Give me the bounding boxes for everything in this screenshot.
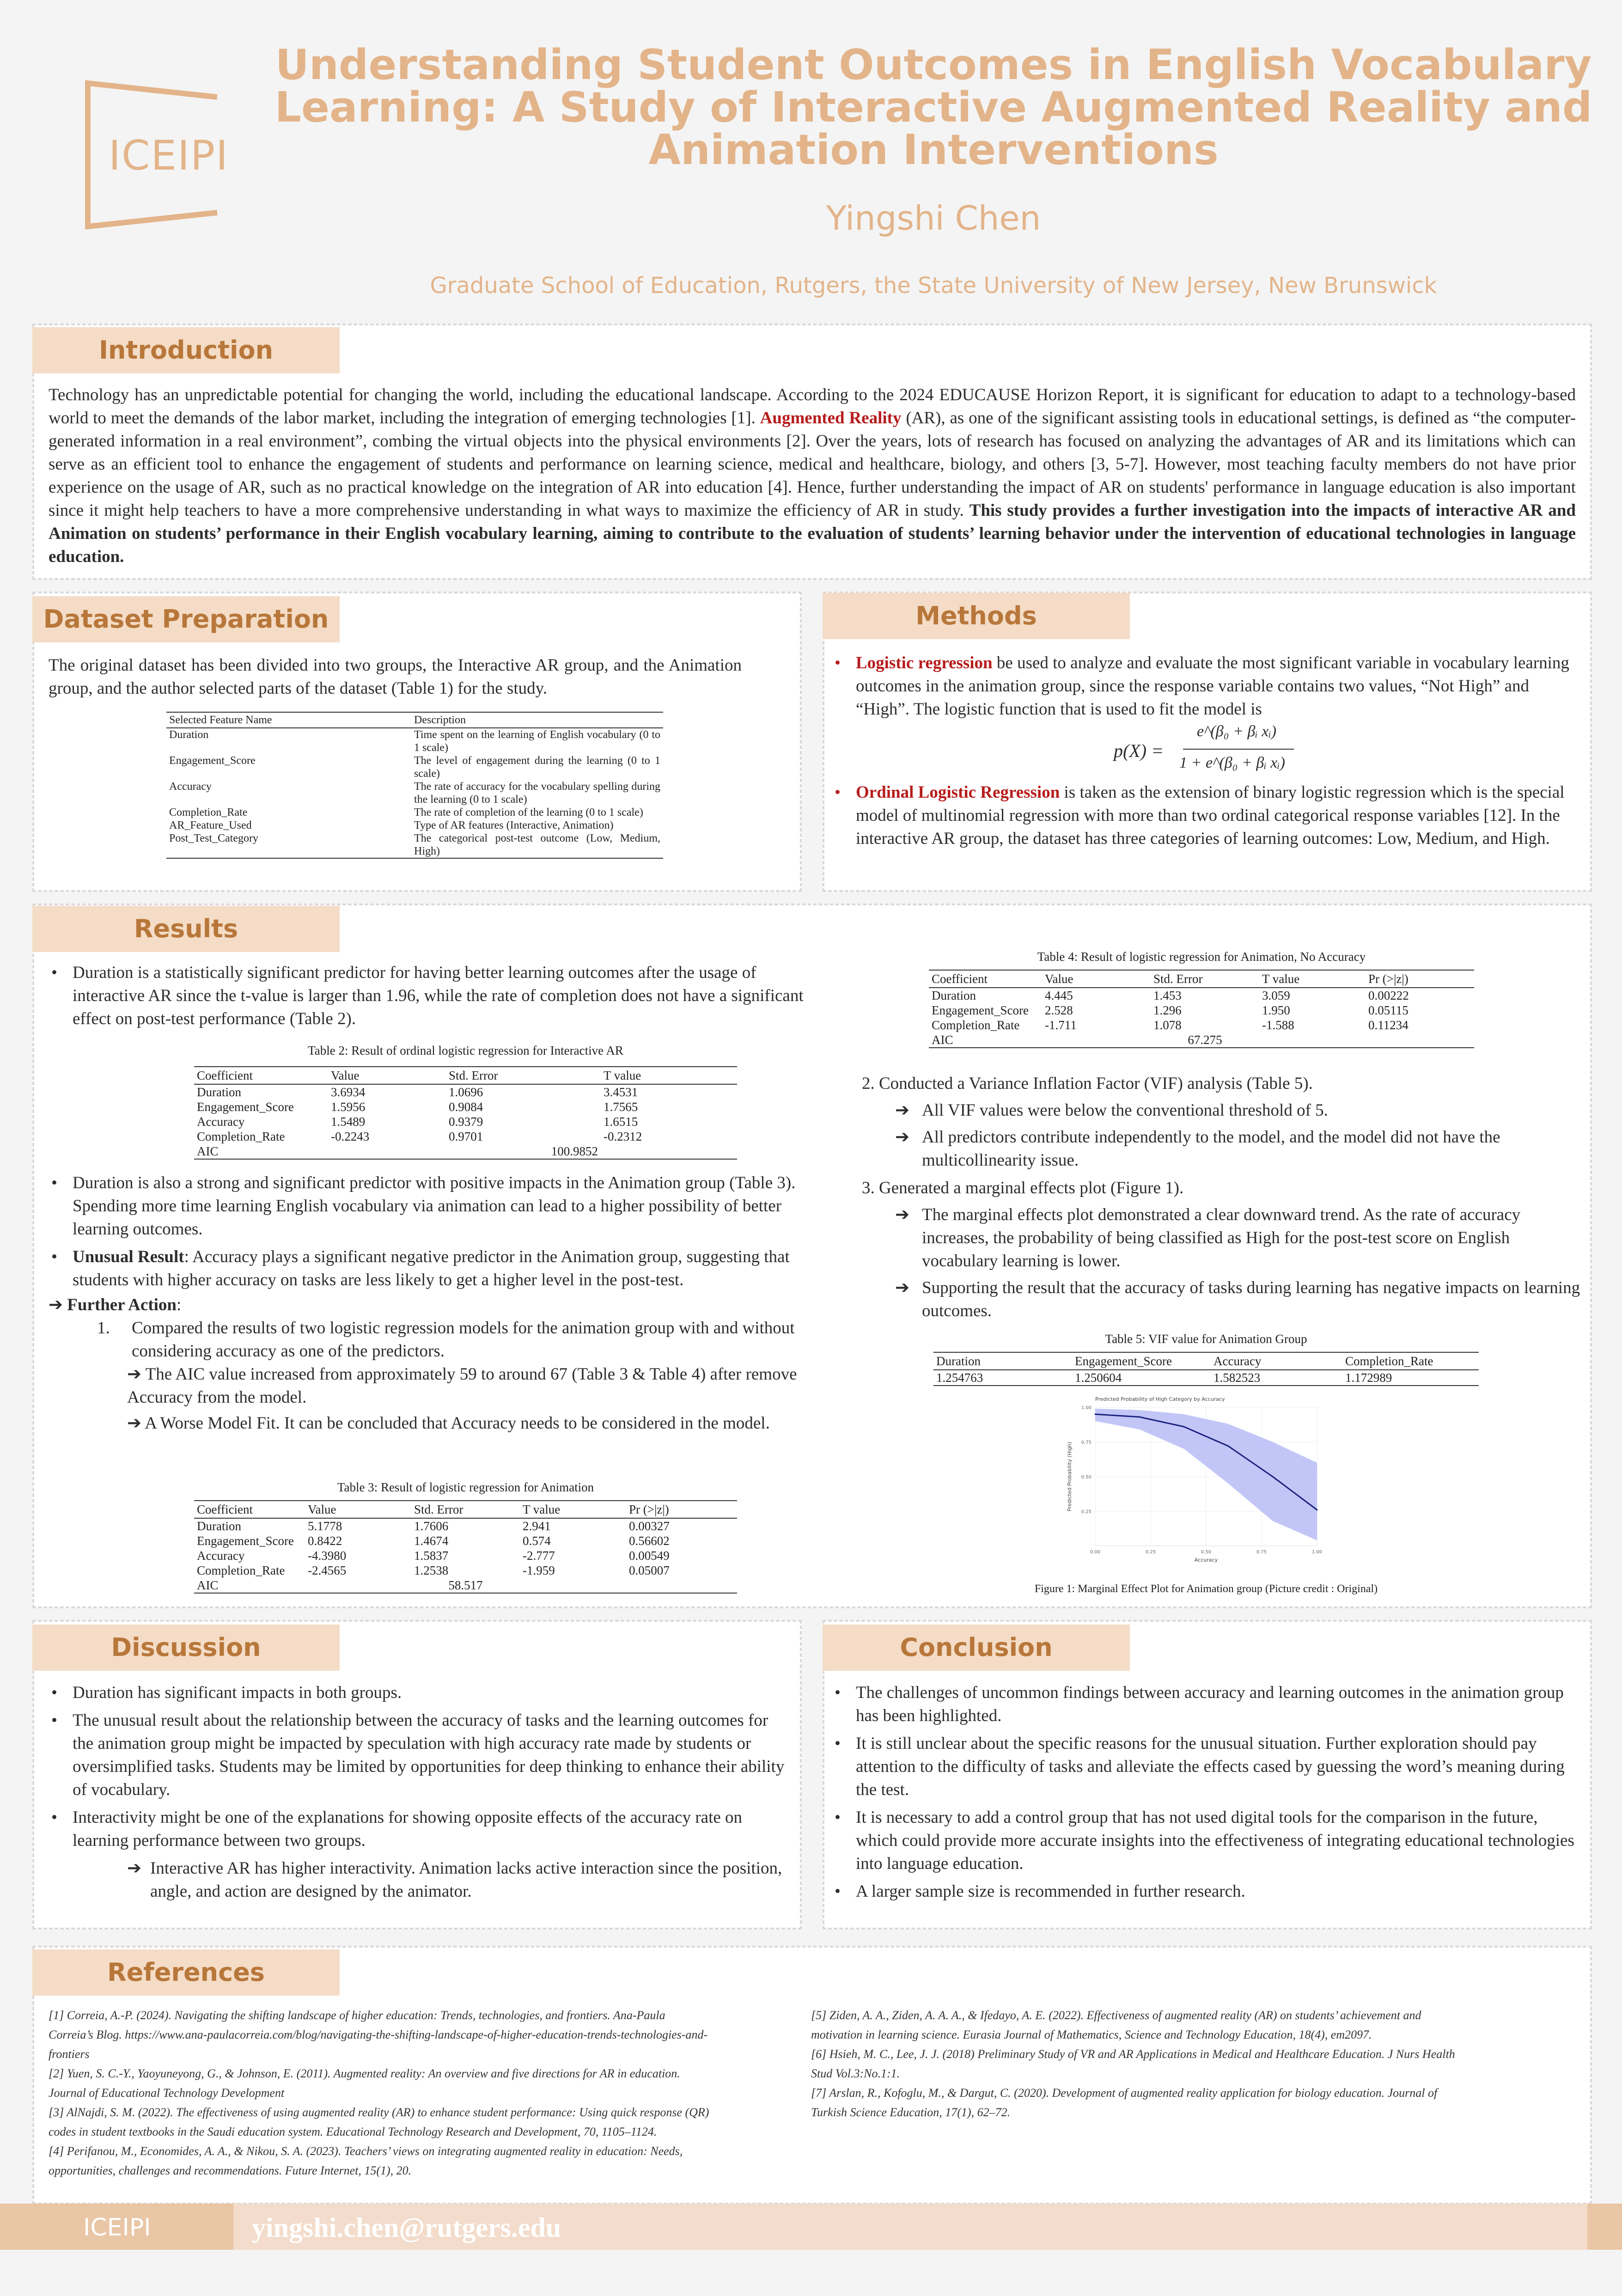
arrow-icon: ➔ bbox=[895, 1205, 910, 1224]
introduction-heading: Introduction bbox=[32, 327, 340, 373]
marginal-point-2-text: Supporting the result that the accuracy of tasks during learning has negative impacts on learning outcomes. bbox=[922, 1278, 1580, 1320]
title-line-3: Animation Interventions bbox=[648, 126, 1219, 174]
references-left bbox=[49, 2006, 709, 2180]
table2-grid bbox=[194, 1066, 737, 1160]
formula-numerator: e^(β₀ + βᵢ xᵢ) bbox=[1197, 723, 1277, 740]
t1-cell: AR_Feature_Used bbox=[169, 819, 252, 831]
table5-grid bbox=[933, 1352, 1479, 1386]
vif-point-2 bbox=[862, 1126, 1580, 1172]
t2-cell: Accuracy bbox=[197, 1115, 245, 1129]
reference-1: [1] Correia, A.-P. (2024). Navigating the shifting landscape of higher education: Trends, technologies, and frontiers. Ana-Paula Correia’s Blog. https://www.ana-paulacorreia.com/blog/navigating-the-shifting-landscape-of-higher-education-trends-technologies-and-frontiers bbox=[49, 2009, 708, 2061]
discussion-heading: Discussion bbox=[32, 1624, 340, 1671]
data-point bbox=[1272, 1476, 1274, 1478]
table2-caption: Table 2: Result of ordinal logistic regression for Interactive AR bbox=[308, 1044, 623, 1057]
t3-cell: 5.1778 bbox=[308, 1519, 342, 1533]
t1-cell: Duration bbox=[169, 729, 209, 741]
t1-cell: The level of engagement during the learning (0 to 1 scale) bbox=[414, 755, 660, 780]
intro-part-1: Technology has an unpredictable potential for changing the world, including the educational landscape. According to the 2024 EDUCAUSE Horizon Report, it is significant for education to adapt to a technology-based world to meet the demands of the labor market, including the integration of emerging technologies [1]. bbox=[49, 385, 1576, 427]
intro-part-2: (AR), as one of the significant assisting tools in educational settings, is defined as “the computer-generated information in a real environment”, combing the virtual objects into the physical environments [2]. Over the years, lots of research has focused on analyzing the advantages of AR and its limitations which can serve as an efficient tool to enhance the engagement of students and performance on learning science, medical and healthcare, biology, and others [3, 5-7]. However, most teaching faculty members do not have prior experience on the usage of AR, such as no practical knowledge on the integration of AR into education [4]. Hence, further understanding the impact of AR on students' performance in language education is also important since it might help teachers to have a more comprehensive understanding in what ways to maximize the efficiency of AR in study. bbox=[49, 409, 1576, 520]
logistic-formula bbox=[832, 723, 1576, 776]
discussion-subpoint bbox=[49, 1857, 788, 1903]
t3-cell: -2.777 bbox=[523, 1549, 555, 1563]
arrow-icon: ➔ bbox=[895, 1278, 910, 1297]
data-point bbox=[1139, 1417, 1140, 1418]
intro-aim: This study provides a further investigation into the impacts of interactive AR and Animation on students’ performance in their English vocabulary learning, aiming to contribute to the evaluation of students’ learning behavior under the intervention of educational technologies in language education. bbox=[49, 501, 1576, 566]
results-left-2 bbox=[49, 1172, 816, 1435]
t1-header: Description bbox=[411, 712, 663, 728]
table1-grid bbox=[166, 712, 663, 859]
table2 bbox=[194, 1044, 737, 1160]
methods-bullet-2 bbox=[832, 781, 1576, 850]
t5-header: Accuracy bbox=[1211, 1352, 1342, 1370]
logistic-term: Logistic regression bbox=[856, 653, 993, 672]
affiliation: Graduate School of Education, Rutgers, the State University of New Jersey, New Brunswick bbox=[430, 273, 1437, 299]
t3-cell: 2.941 bbox=[523, 1519, 551, 1533]
t3-header: Value bbox=[305, 1501, 411, 1518]
x-tick-label: 1.00 bbox=[1311, 1550, 1323, 1555]
t2-cell: 0.9701 bbox=[449, 1130, 483, 1143]
data-point bbox=[1095, 1414, 1096, 1415]
t3-cell: 0.00327 bbox=[629, 1519, 670, 1533]
t4-cell: 1.078 bbox=[1153, 1018, 1182, 1032]
t5-cell: 1.582523 bbox=[1211, 1370, 1342, 1386]
conclusion-list bbox=[832, 1681, 1578, 1903]
t1-cell: The rate of completion of the learning (0 to 1 scale) bbox=[414, 806, 643, 818]
t5-header: Completion_Rate bbox=[1342, 1352, 1479, 1370]
t1-cell: Completion_Rate bbox=[169, 806, 248, 818]
discussion-list bbox=[49, 1681, 788, 1852]
t5-header: Duration bbox=[933, 1352, 1072, 1370]
footer-logo: ICEIPI bbox=[83, 2214, 151, 2241]
t2-cell: 1.7565 bbox=[604, 1100, 638, 1114]
table4 bbox=[929, 950, 1474, 1048]
table3 bbox=[194, 1480, 737, 1594]
table5-caption: Table 5: VIF value for Animation Group bbox=[1105, 1332, 1307, 1346]
logo-text: ICEIPI bbox=[109, 132, 229, 179]
t1-cell: The rate of accuracy for the vocabulary spelling during the learning (0 to 1 scale) bbox=[414, 781, 660, 806]
y-axis-label: Predicted Probability (High) bbox=[1067, 1441, 1073, 1512]
marginal-effect-figure bbox=[1063, 1389, 1331, 1578]
logo bbox=[83, 79, 231, 231]
t4-header: Value bbox=[1042, 970, 1151, 988]
t3-cell: Engagement_Score bbox=[197, 1534, 294, 1548]
t3-cell: 0.00549 bbox=[629, 1549, 670, 1563]
further-item-3 bbox=[49, 1412, 816, 1435]
y-tick-label: 1.00 bbox=[1081, 1405, 1091, 1411]
further-item-3-text: A Worse Model Fit. It can be concluded that Accuracy needs to be considered in the model. bbox=[145, 1414, 770, 1433]
arrow-icon: ➔ bbox=[127, 1365, 146, 1384]
t2-cell: 1.0696 bbox=[449, 1085, 483, 1099]
marginal-point-1 bbox=[862, 1203, 1580, 1273]
t2-cell: 1.6515 bbox=[604, 1115, 638, 1129]
intro-ar-term: Augmented Reality bbox=[760, 409, 902, 427]
t3-aic-label: AIC bbox=[194, 1578, 305, 1593]
discussion-bullet-3: • Interactivity might be one of the explanations for showing opposite effects of the accuracy rate on learning performance between two groups. bbox=[49, 1806, 788, 1852]
t2-cell: Engagement_Score bbox=[197, 1100, 294, 1114]
t3-cell: 0.05007 bbox=[629, 1563, 670, 1577]
vif-point-2-text: All predictors contribute independently to the model, and the model did not have the multicollinearity issue. bbox=[922, 1128, 1500, 1170]
reference-3: [3] AlNajdi, S. M. (2022). The effectiveness of using augmented reality (AR) to enhance student performance: Using quick response (QR) codes in student textbooks in the Saudi education system. Educational Technology Research and Development, 70, 1105–1124. bbox=[49, 2106, 709, 2138]
t3-cell: Completion_Rate bbox=[197, 1563, 285, 1577]
t4-cell: 1.453 bbox=[1153, 989, 1182, 1002]
discussion-subpoint-text: Interactive AR has higher interactivity. Animation lacks active interaction since the position, angle, and action are designed by the animator. bbox=[150, 1859, 782, 1901]
vif-point-1 bbox=[862, 1099, 1580, 1122]
introduction-text bbox=[49, 384, 1576, 568]
methods-list bbox=[832, 652, 1576, 721]
discussion-bullet-1: • Duration has significant impacts in both groups. bbox=[49, 1681, 788, 1704]
t3-cell: 1.2538 bbox=[414, 1563, 449, 1577]
y-tick-label: 0.75 bbox=[1081, 1440, 1091, 1445]
t4-cell: Duration bbox=[932, 989, 976, 1002]
t4-cell: -1.711 bbox=[1045, 1018, 1077, 1032]
vif-point-1-text: All VIF values were below the conventional threshold of 5. bbox=[922, 1101, 1328, 1120]
further-item-1 bbox=[49, 1317, 816, 1363]
methods-heading: Methods bbox=[823, 593, 1130, 639]
t3-cell: 1.4674 bbox=[414, 1534, 449, 1548]
results-list-1 bbox=[49, 961, 816, 1031]
further-action: ➔ Further Action: bbox=[49, 1295, 182, 1314]
title-line-1: Understanding Student Outcomes in English Vocabulary bbox=[275, 41, 1592, 89]
t4-cell: 1.296 bbox=[1153, 1003, 1182, 1017]
arrow-icon: ➔ bbox=[895, 1101, 910, 1120]
t1-cell: Type of AR features (Interactive, Animation) bbox=[414, 819, 614, 831]
data-point bbox=[1228, 1446, 1229, 1447]
x-tick-label: 0.50 bbox=[1201, 1550, 1212, 1555]
t2-header: Coefficient bbox=[194, 1067, 328, 1084]
arrow-icon: ➔ bbox=[127, 1414, 145, 1433]
further-action-label: Further Action bbox=[67, 1295, 177, 1314]
conclusion-heading: Conclusion bbox=[823, 1624, 1130, 1671]
conclusion-bullet-2: • It is still unclear about the specific reasons for the unusual situation. Further exploration should pay attention to the difficulty of tasks and alleviate the effects cased by guessing the word’s meaning during the test. bbox=[832, 1732, 1578, 1801]
formula-lhs: p(X) = bbox=[1114, 740, 1164, 761]
conclusion-bullet-3: • It is necessary to add a control group that has not used digital tools for the comparison in the future, which could provide more accurate insights into the effectiveness of integrating educational technologies into language education. bbox=[832, 1806, 1578, 1875]
footer-bar bbox=[0, 2204, 1622, 2250]
formula-denominator: 1 + e^(β₀ + βᵢ xᵢ) bbox=[1179, 754, 1286, 771]
x-tick-label: 0.25 bbox=[1145, 1550, 1156, 1555]
discussion-bullet-2: • The unusual result about the relationship between the accuracy of tasks and the learning outcomes for the animation group might be impacted by speculation with high accuracy rate made by students or oversimplified tasks. Students may be limited by opportunities for deep thinking to enhance their ability of vocabulary. bbox=[49, 1709, 788, 1801]
t2-cell: -0.2312 bbox=[604, 1130, 642, 1143]
reference-6: [6] Hsieh, M. C., Lee, J. J. (2018) Preliminary Study of VR and AR Applications in Medical and Healthcare Education. J Nurs Health Stud Vol.3:No.1:1. bbox=[811, 2047, 1455, 2080]
dataset-text: The original dataset has been divided into two groups, the Interactive AR group, and the Animation group, and the author selected parts of the dataset (Table 1) for the study. bbox=[49, 656, 742, 698]
t3-cell: -1.959 bbox=[523, 1563, 555, 1577]
x-tick-label: 0.75 bbox=[1256, 1550, 1267, 1555]
t5-cell: 1.254763 bbox=[933, 1370, 1072, 1386]
table1 bbox=[166, 712, 663, 859]
results-list-2 bbox=[49, 1172, 816, 1292]
unusual-result-text: : Accuracy plays a significant negative predictor in the Animation group, suggesting that students with higher accuracy on tasks are less likely to get a higher level in the post-test. bbox=[73, 1247, 790, 1289]
y-tick-label: 0.25 bbox=[1081, 1509, 1091, 1514]
reference-4: [4] Perifanou, M., Economides, A. A., & Nikou, S. A. (2023). Teachers’ views on integrating augmented reality in education: Needs, opportunities, challenges and recommendations. Future Internet, 15(1), 20. bbox=[49, 2144, 683, 2177]
t2-cell: 1.5956 bbox=[331, 1100, 366, 1114]
table5 bbox=[933, 1332, 1479, 1386]
t4-aic: 67.275 bbox=[1151, 1032, 1259, 1048]
t5-cell: 1.250604 bbox=[1072, 1370, 1211, 1386]
results-heading: Results bbox=[32, 906, 340, 952]
t4-cell: 1.950 bbox=[1262, 1003, 1290, 1017]
reference-5: [5] Ziden, A. A., Ziden, A. A. A., & Ifedayo, A. E. (2022). Effectiveness of augmented reality (AR) on students’ achievement and motivation in learning science. Eurasia Journal of Mathematics, Science and Technology Education, 18(4), em2097. bbox=[811, 2009, 1421, 2041]
conclusion-bullet-1: • The challenges of uncommon findings between accuracy and learning outcomes in the animation group has been highlighted. bbox=[832, 1681, 1578, 1728]
marginal-point-1-text: The marginal effects plot demonstrated a clear downward trend. As the rate of accuracy increases, the probability of being classified as High for the post-test score on English vocabulary learning is lower. bbox=[922, 1205, 1521, 1270]
t3-cell: -4.3980 bbox=[308, 1549, 347, 1563]
footer-email[interactable]: yingshi.chen@rutgers.edu bbox=[252, 2212, 561, 2243]
t1-cell: Post_Test_Category bbox=[166, 832, 411, 858]
t3-header: Coefficient bbox=[194, 1501, 305, 1518]
item-number: 1. bbox=[97, 1319, 110, 1337]
data-point bbox=[1317, 1509, 1318, 1511]
t4-header: T value bbox=[1259, 970, 1366, 988]
t4-cell: 2.528 bbox=[1045, 1003, 1073, 1017]
t1-cell: Accuracy bbox=[169, 781, 212, 793]
t1-cell: Time spent on the learning of English vocabulary (0 to 1 scale) bbox=[414, 729, 660, 754]
methods-text bbox=[832, 652, 1576, 855]
t4-cell: 0.00222 bbox=[1368, 989, 1409, 1002]
y-tick-label: 0.50 bbox=[1081, 1475, 1091, 1480]
x-axis-label: Accuracy bbox=[1194, 1557, 1218, 1563]
t2-header: Std. Error bbox=[446, 1067, 601, 1084]
results-left bbox=[49, 961, 816, 1035]
t3-header: T value bbox=[520, 1501, 626, 1518]
marginal-step: 3. Generated a marginal effects plot (Figure 1). bbox=[862, 1179, 1184, 1197]
t4-header: Coefficient bbox=[929, 970, 1042, 988]
t3-cell: Duration bbox=[197, 1519, 241, 1533]
t3-cell: 0.8422 bbox=[308, 1534, 342, 1548]
unusual-result-label: Unusual Result bbox=[73, 1247, 184, 1266]
further-item-2-text: The AIC value increased from approximately 59 to around 67 (Table 3 & Table 4) after remove Accuracy from the model. bbox=[127, 1365, 797, 1407]
chart-title: Predicted Probability of High Category by Accuracy bbox=[1095, 1396, 1225, 1402]
results-bullet-3 bbox=[49, 1246, 816, 1292]
methods-list-2 bbox=[832, 781, 1576, 850]
further-item-1-text: Compared the results of two logistic regression models for the animation group with and without considering accuracy as one of the predictors. bbox=[132, 1319, 795, 1361]
methods-b1-text: be used to analyze and evaluate the most significant variable in vocabulary learning outcomes in the animation group, since the response variable contains two values, “Not High” and “High”. The logistic function that is used to fit the model is bbox=[856, 653, 1569, 719]
methods-b2-text: is taken as the extension of binary logistic regression which is the special model of multinomial regression with more than two ordinal categorical response variables [12]. In the interactive AR group, the dataset has three categories of learning outcomes: Low, Medium, and High. bbox=[856, 783, 1565, 848]
poster-title bbox=[259, 41, 1608, 174]
t3-header: Std. Error bbox=[411, 1501, 520, 1518]
table3-grid bbox=[194, 1500, 737, 1594]
footer-email-block bbox=[233, 2204, 1587, 2250]
reference-2: [2] Yuen, S. C.-Y., Yaoyuneyong, G., & Johnson, E. (2011). Augmented reality: An overview and five directions for AR in education. Journal of Educational Technology Development bbox=[49, 2067, 680, 2100]
t2-cell: 3.6934 bbox=[331, 1085, 366, 1099]
t3-cell: 1.5837 bbox=[414, 1549, 449, 1563]
references-heading: References bbox=[32, 1949, 340, 1996]
t4-cell: -1.588 bbox=[1262, 1018, 1294, 1032]
marginal-effect-plot bbox=[1063, 1389, 1331, 1578]
formula-bar bbox=[1183, 749, 1294, 750]
t3-cell: -2.4565 bbox=[308, 1563, 347, 1577]
t2-cell: 0.9084 bbox=[449, 1100, 483, 1114]
t4-cell: Completion_Rate bbox=[932, 1018, 1020, 1032]
t4-header: Std. Error bbox=[1151, 970, 1259, 988]
t3-header: Pr (>|z|) bbox=[626, 1501, 737, 1518]
t2-header: T value bbox=[601, 1067, 737, 1084]
t3-cell: 0.574 bbox=[523, 1534, 551, 1548]
t2-aic: 100.9852 bbox=[446, 1144, 601, 1159]
t2-header: Value bbox=[328, 1067, 446, 1084]
results-bullet-1: • Duration is a statistically significant predictor for having better learning outcomes after the usage of interactive AR since the t-value is larger than 1.96, while the rate of completion does not have a significant effect on post-test performance (Table 2). bbox=[49, 961, 816, 1031]
t2-cell: 1.5489 bbox=[331, 1115, 366, 1129]
table4-caption: Table 4: Result of logistic regression for Animation, No Accuracy bbox=[1037, 950, 1366, 964]
table3-caption: Table 3: Result of logistic regression for Animation bbox=[337, 1480, 594, 1494]
results-right bbox=[862, 1072, 1580, 1323]
arrow-icon: ➔ bbox=[895, 1128, 910, 1147]
results-bullet-2: • Duration is also a strong and significant predictor with positive impacts in the Animation group (Table 3). Spending more time learning English vocabulary via animation can lead to a higher possibility of better learning outcomes. bbox=[49, 1172, 816, 1241]
t4-header: Pr (>|z|) bbox=[1366, 970, 1474, 988]
t2-cell: Completion_Rate bbox=[197, 1130, 285, 1143]
t4-cell: 4.445 bbox=[1045, 989, 1073, 1002]
t3-cell: 0.56602 bbox=[629, 1534, 670, 1548]
arrow-icon: ➔ bbox=[49, 1295, 67, 1314]
x-tick-label: 0.00 bbox=[1090, 1550, 1101, 1555]
marginal-point-2 bbox=[862, 1276, 1580, 1323]
ordinal-term: Ordinal Logistic Regression bbox=[856, 783, 1060, 802]
table4-grid bbox=[929, 970, 1474, 1048]
t2-cell: Duration bbox=[197, 1085, 241, 1099]
references-right bbox=[811, 2006, 1467, 2122]
vif-step: 2. Conducted a Variance Inflation Factor (VIF) analysis (Table 5). bbox=[862, 1074, 1313, 1093]
t3-cell: 1.7606 bbox=[414, 1519, 449, 1533]
t4-cell: 0.11234 bbox=[1368, 1018, 1409, 1032]
t3-aic: 58.517 bbox=[411, 1578, 520, 1593]
t4-cell: 3.059 bbox=[1262, 989, 1290, 1002]
t2-cell: 3.4531 bbox=[604, 1085, 638, 1099]
figure1-caption: Figure 1: Marginal Effect Plot for Animation group (Picture credit : Original) bbox=[1034, 1583, 1378, 1595]
t1-cell: The categorical post-test outcome (Low, Medium, High) bbox=[411, 832, 663, 858]
conclusion-text bbox=[832, 1681, 1578, 1908]
t2-aic-label: AIC bbox=[194, 1144, 328, 1159]
t4-aic-label: AIC bbox=[929, 1032, 1042, 1048]
t4-cell: Engagement_Score bbox=[932, 1003, 1029, 1017]
t3-cell: Accuracy bbox=[197, 1549, 245, 1563]
t5-cell: 1.172989 bbox=[1342, 1370, 1479, 1386]
further-item-2 bbox=[49, 1363, 816, 1409]
dataset-heading: Dataset Preparation bbox=[32, 596, 340, 642]
reference-7: [7] Arslan, R., Kofoglu, M., & Dargut, C. (2020). Development of augmented reality application for biology education. Journal of Turkish Science Education, 17(1), 62–72. bbox=[811, 2086, 1438, 2119]
methods-bullet-1 bbox=[832, 652, 1576, 721]
arrow-icon: ➔ bbox=[127, 1859, 142, 1878]
data-point bbox=[1183, 1426, 1185, 1428]
t5-header: Engagement_Score bbox=[1072, 1352, 1211, 1370]
t2-cell: 0.9379 bbox=[449, 1115, 483, 1129]
conclusion-bullet-4: • A larger sample size is recommended in further research. bbox=[832, 1880, 1578, 1903]
discussion-text bbox=[49, 1681, 788, 1903]
t1-header: Selected Feature Name bbox=[166, 712, 411, 728]
t4-cell: 0.05115 bbox=[1368, 1003, 1409, 1017]
t1-cell: Engagement_Score bbox=[169, 755, 256, 767]
title-line-2: Learning: A Study of Interactive Augmented Reality and bbox=[274, 83, 1592, 132]
t2-cell: -0.2243 bbox=[331, 1130, 370, 1143]
author: Yingshi Chen bbox=[826, 199, 1041, 238]
